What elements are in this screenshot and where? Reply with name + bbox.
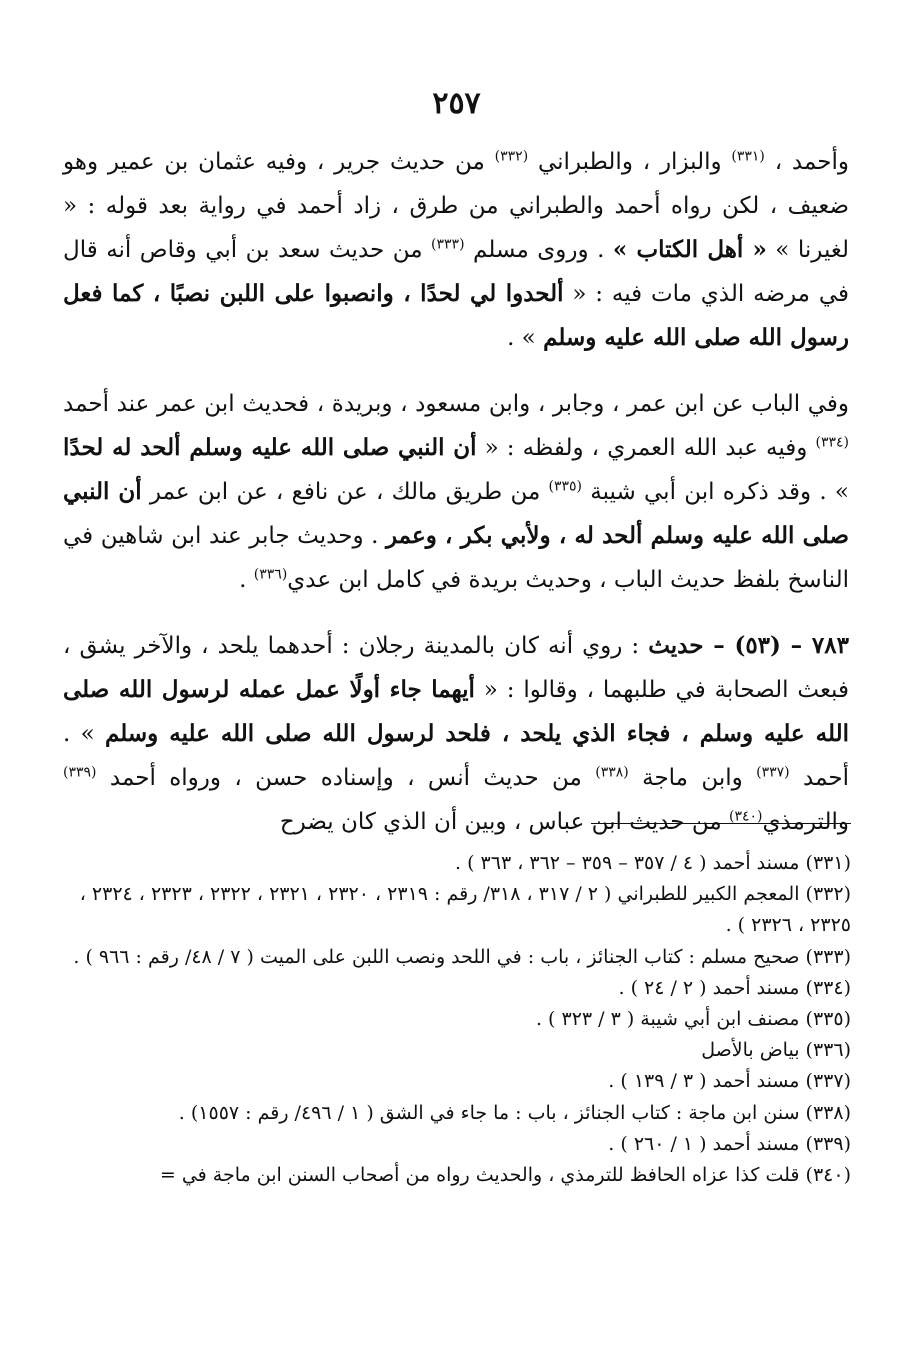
footnote-number: (٣٣٤)	[805, 976, 851, 999]
bold-text: أن النبي صلى الله عليه وسلم ألحد له لحدًا	[63, 434, 477, 461]
bold-text: « أهل الكتاب »	[612, 236, 767, 263]
footnote-number: (٣٣٦)	[805, 1039, 851, 1062]
footnote	[61, 1098, 851, 1129]
footnote-text: مصنف ابن أبي شيبة ( ٣ / ٣٢٣ ) .	[535, 1008, 806, 1031]
footnote-ref: (٣٣٨)	[595, 764, 629, 781]
footnote-ref: (٣٣١)	[731, 148, 765, 165]
footnote-ref: (٣٣٤)	[815, 434, 849, 451]
hadith-paragraph	[63, 624, 849, 844]
footnote-ref: (٣٣٣)	[431, 236, 465, 253]
footnote-divider	[591, 823, 851, 824]
footnote-number: (٣٣٨)	[805, 1101, 851, 1124]
footnote-text: صحيح مسلم : كتاب الجنائز ، باب : في اللحد ونصب اللبن على الميت ( ٧ / ٤٨/ رقم : ٩٦٦ ) .	[73, 945, 806, 968]
footnote-text: مسند أحمد ( ٣ / ١٣٩ ) .	[608, 1070, 806, 1093]
text-run: وفيه عبد الله العمري ، ولفظه : «	[476, 435, 816, 461]
text-run: » .	[507, 325, 544, 351]
footnote-number: (٣٣١)	[805, 852, 851, 874]
footnote-text: قلت كذا عزاه الحافظ للترمذي ، والحديث رواه من أصحاب السنن ابن ماجة في =	[159, 1164, 806, 1187]
bold-text: ٧٨٣ – (٥٣) – حديث	[648, 632, 849, 659]
footnote	[61, 1129, 851, 1160]
footnote-ref: (٣٣٢)	[494, 148, 529, 165]
text-run: من حديث ابن عباس ، وبين أن الذي كان يضرح	[279, 809, 729, 835]
text-run: والترمذي	[762, 809, 849, 835]
text-run: من حديث جرير ، وفيه عثمان بن عمير وهو ضعيف ، لكن رواه أحمد والطبراني من طرق ، زاد أحمد في رواية بعد قوله : « لغيرنا »	[63, 149, 850, 263]
footnote	[61, 848, 851, 879]
text-run: » . وقد ذكره ابن أبي شيبة	[582, 479, 849, 505]
text-run: من حديث أنس ، وإسناده حسن ، ورواه أحمد	[96, 765, 596, 791]
footnote-number: (٣٣٩)	[805, 1132, 851, 1155]
footnote	[61, 973, 851, 1004]
text-run: من طريق مالك ، عن نافع ، عن ابن عمر	[141, 479, 549, 505]
footnote-text: المعجم الكبير للطبراني ( ٢ / ٣١٧ ، ٣١٨/ رقم : ٢٣١٩ ، ٢٣٢٠ ، ٢٣٢١ ، ٢٣٢٢ ، ٢٣٢٣ ، ٢٣٢٤ ، ٢٣٢٥ ، ٢٣٢٦ ) .	[79, 883, 851, 937]
footnote-number: (٣٣٣)	[805, 945, 851, 968]
footnote-text: مسند أحمد ( ٢ / ٢٤ ) .	[618, 976, 806, 999]
text-run: والبزار ، والطبراني	[528, 149, 732, 175]
footnote-number: (٣٣٧)	[805, 1070, 851, 1093]
text-run: . وروى مسلم	[464, 237, 613, 263]
text-run: وفي الباب عن ابن عمر ، وجابر ، وابن مسعود ، وبريدة ، فحديث ابن عمر عند أحمد	[63, 391, 849, 417]
paragraph	[63, 382, 849, 602]
footnotes	[61, 848, 851, 1191]
main-text	[63, 140, 849, 844]
footnote-text: مسند أحمد ( ١ / ٢٦٠ ) .	[608, 1132, 806, 1155]
footnote	[61, 1066, 851, 1097]
bold-text: ألحدوا لي لحدًا ، وانصبوا على اللبن نصبًا ، كما فعل رسول الله صلى الله عليه وسلم	[63, 280, 849, 351]
text-run: من حديث سعد بن أبي وقاص أنه قال في مرضه الذي مات فيه : «	[63, 237, 849, 307]
text-run: وابن ماجة	[628, 765, 757, 791]
footnote-text: مسند أحمد ( ٤ / ٣٥٧ – ٣٥٩ – ٣٦٢ ، ٣٦٣ ) .	[455, 852, 806, 874]
footnote-number: (٣٤٠)	[805, 1164, 851, 1187]
footnote-number: (٣٣٥)	[805, 1008, 851, 1031]
footnote	[61, 1035, 851, 1066]
paragraph	[63, 140, 849, 360]
footnote-text: سنن ابن ماجة : كتاب الجنائز ، باب : ما جاء في الشق ( ١ / ٤٩٦/ رقم : ١٥٥٧) .	[178, 1101, 806, 1124]
footnote-text: بياض بالأصل	[701, 1039, 806, 1062]
footnote-ref: (٣٣٩)	[63, 764, 97, 781]
footnote-ref: (٣٣٧)	[756, 764, 790, 781]
footnote-number: (٣٣٢)	[805, 883, 851, 906]
footnote-ref: (٣٣٦)	[253, 566, 288, 583]
footnote	[61, 1004, 851, 1035]
footnote	[61, 1160, 851, 1191]
text-run: » . أحمد	[63, 721, 849, 791]
footnote	[61, 879, 851, 941]
footnote	[61, 942, 851, 973]
bold-text: أيهما جاء أولًا عمل عمله لرسول الله صلى الله عليه وسلم ، فجاء الذي يلحد ، فلحد لرسول الله صلى الله عليه وسلم	[63, 676, 849, 747]
footnote-ref: (٣٣٥)	[548, 478, 583, 495]
text-run: : روي أنه كان بالمدينة رجلان : أحدهما يلحد ، والآخر يشق ، فبعث الصحابة في طلبهما ، وقالوا : «	[63, 633, 849, 703]
bold-text: أن النبي صلى الله عليه وسلم ألحد له ، ولأبي بكر ، وعمر	[63, 478, 849, 549]
footnote-ref: (٣٤٠)	[728, 808, 763, 825]
text-run: .	[239, 567, 254, 593]
text-run: وأحمد ،	[764, 149, 849, 175]
page-number: ٢٥٧	[432, 86, 481, 121]
text-run: . وحديث جابر عند ابن شاهين في الناسخ بلفظ حديث الباب ، وحديث بريدة في كامل ابن عدي	[63, 523, 849, 593]
